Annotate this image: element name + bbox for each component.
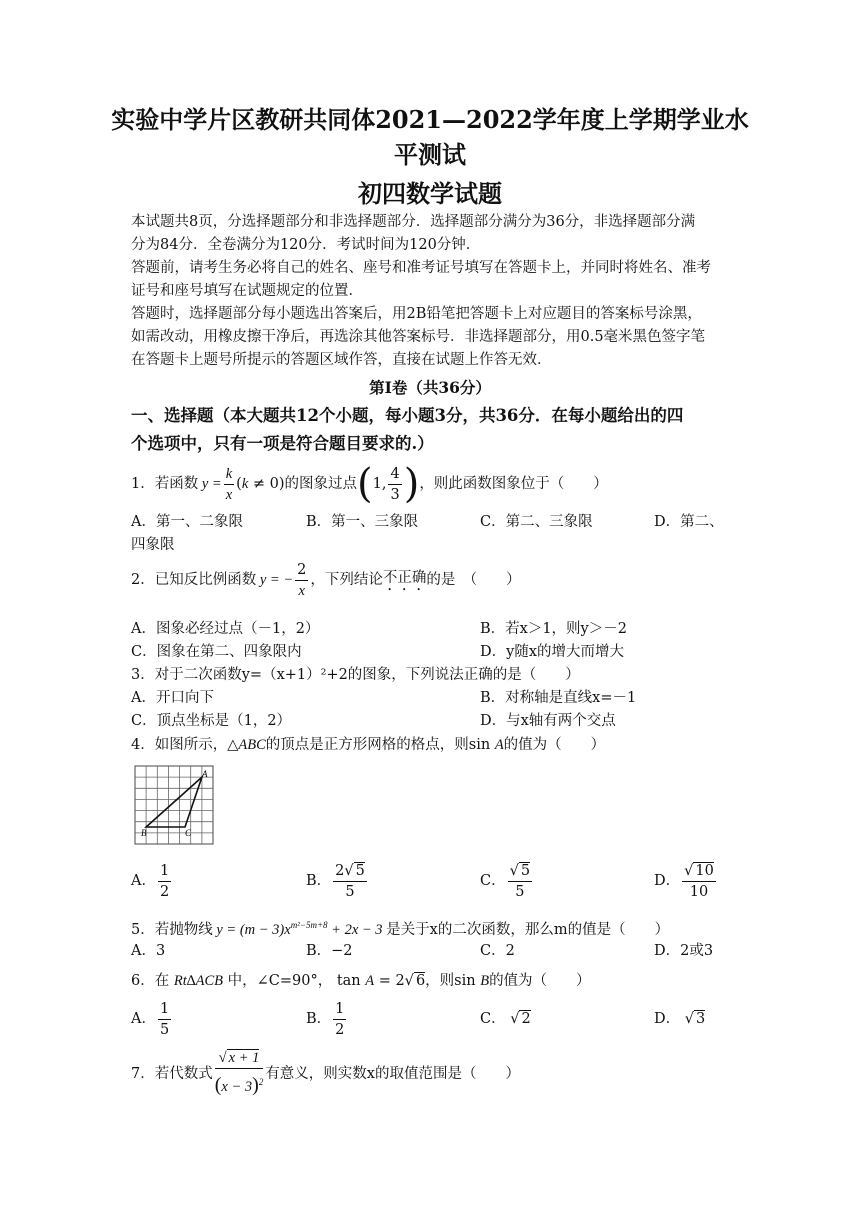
q3-option-b: B．对称轴是直线x=－1 <box>480 690 637 706</box>
q1-option-c: C．第二、三象限 <box>480 514 593 530</box>
q6-option-d: D． √ 3 <box>654 1011 706 1027</box>
q6-value-d: √ 3 <box>684 1011 706 1027</box>
q6-value-a: $\frac{1}{5}$ <box>159 1000 170 1038</box>
q3-option-a: A．开口向下 <box>131 690 214 706</box>
q3-option-c: C．顶点坐标是（1，2） <box>131 713 292 729</box>
q2-emphasis: 不正确 <box>382 569 427 586</box>
section-title: 第Ⅰ卷（共36分） <box>369 378 491 397</box>
q4-value-a: $\frac{1}{2}$ <box>159 862 170 900</box>
q3-option-d: D．与x轴有两个交点 <box>480 713 616 729</box>
q5-option-c: C．2 <box>480 943 515 959</box>
q4-option-a: A． $\frac{1}{2}$ <box>131 862 170 900</box>
question-4-stem: 4．如图所示，△ABC的顶点是正方形网格的格点，则sin A的值为（ ） <box>131 737 606 753</box>
label-c: C <box>185 828 192 838</box>
q1-option-d: D．第二、 <box>654 514 724 530</box>
q5-option-a: A．3 <box>131 943 166 959</box>
instruction-line: 在答题卡上题号所提示的答题区域作答，直接在试题上作答无效． <box>131 352 552 368</box>
q1-formula: y = <box>198 475 222 492</box>
q6-tan: tan A = 2√ 6 <box>336 973 426 989</box>
q1-option-b: B．第一、三象限 <box>306 514 419 530</box>
q2-option-b: B．若x＞1，则y＞－2 <box>480 621 627 637</box>
label-b: B <box>141 828 147 838</box>
q2-option-d: D．y随x的增大而增大 <box>480 644 624 660</box>
question-3-stem: 3．对于二次函数y=（x+1）²+2的图象，下列说法正确的是（ ） <box>131 667 580 683</box>
question-1-stem: 1．若函数 y = $\frac{k}{x}$ (k ≠ 0) 的图象过点 ( 1, $\frac{4}{3}$ ) ，则此函数图象位于（ ） <box>131 460 608 507</box>
q6-value-b: $\frac{1}{2}$ <box>335 1000 345 1038</box>
q6-option-b: B． $\frac{1}{2}$ <box>306 1000 345 1038</box>
q4-value-c: $\frac{√ 5}{5}$ <box>509 862 531 900</box>
section-heading-line2: 个选项中，只有一项是符合题目要求的.） <box>131 434 434 453</box>
instruction-line: 本试题共8页，分选择题部分和非选择题部分．选择题部分满分为36分，非选择题部分满 <box>131 214 696 230</box>
section-heading-line1: 一、选择题（本大题共12个小题，每小题3分，共36分．在每小题给出的四 <box>131 406 684 425</box>
instruction-line: 证号和座号填写在试题规定的位置． <box>131 283 363 299</box>
q1-prefix: 1．若函数 <box>131 475 199 492</box>
question-7-stem: 7．若代数式 $\frac{√ x + 1}{(x - 3)^2}$ 有意义，则实数x的取值范围是（ ） <box>131 1046 520 1102</box>
q4-value-d: $\frac{√ 10}{10}$ <box>684 862 714 900</box>
label-a: A <box>202 769 208 779</box>
q2-suffix-b: 的是 （ ） <box>426 571 521 588</box>
question-6-stem: 6．在 Rt∆ACB 中，∠C=90°， tan A = 2√ 6，则sin B的值为（ ） <box>131 973 591 989</box>
exam-subtitle: 初四数学试题 <box>358 179 502 208</box>
q2-prefix: 2．已知反比例函数 <box>131 571 257 588</box>
q2-fraction: $\frac{2}{x}$ <box>297 561 307 599</box>
q2-option-a: A．图象必经过点（－1，2） <box>131 621 320 637</box>
q5-formula: $y = (m - 3)x^{m^2-5m+8} + 2x - 3$ <box>212 920 387 938</box>
q4-grid-figure <box>131 762 217 848</box>
instruction-line: 答题前，请考生务必将自己的姓名、座号和准考证号填写在答题卡上，并同时将姓名、准考 <box>131 260 711 276</box>
q1-suffix: ，则此函数图象位于（ ） <box>419 475 608 492</box>
q1-point-fraction: $\frac{4}{3}$ <box>390 465 400 503</box>
q1-fraction: $\frac{k}{x}$ <box>225 465 233 503</box>
q1-point: 1, <box>372 475 387 492</box>
q5-option-b: B．−2 <box>306 943 353 959</box>
question-2-stem: 2．已知反比例函数 y = − $\frac{2}{x}$ ，下列结论 不正确 的是 （ ） <box>131 561 521 599</box>
instruction-line: 如需改动，用橡皮擦干净后，再选涂其他答案标号．非选择题部分，用0.5毫米黑色签字笔 <box>131 329 706 345</box>
exam-title-line2: 平测试 <box>394 140 466 169</box>
q6-option-c: C． √ 2 <box>480 1011 531 1027</box>
instructions <box>131 211 735 372</box>
instruction-line: 分为84分．全卷满分为120分．考试时间为120分钟． <box>131 237 481 253</box>
q1-condition: (k ≠ 0) <box>236 475 285 492</box>
q2-option-c: C．图象在第二、四象限内 <box>131 644 302 660</box>
q6-sin: sin B <box>454 973 490 989</box>
q5-option-d: D．2或3 <box>654 943 714 959</box>
q7-fraction: $\frac{√ x + 1}{(x - 3)^2}$ <box>214 1050 264 1096</box>
q1-paren: ( <box>357 460 373 507</box>
q6-option-a: A． $\frac{1}{5}$ <box>131 1000 170 1038</box>
triangle-abc <box>146 777 202 827</box>
q1-option-d-wrap: 四象限 <box>131 537 175 553</box>
q4-value-b: $\frac{2√ 5}{5}$ <box>335 862 365 900</box>
exam-title-line1: 实验中学片区教研共同体2021—2022学年度上学期学业水 <box>111 105 749 134</box>
instruction-line: 答题时，选择题部分每小题选出答案后，用2B铅笔把答题卡上对应题目的答案标号涂黑， <box>131 306 702 322</box>
question-5-stem: 5．若抛物线 $y = (m - 3)x^{m^2-5m+8} + 2x - 3$ 是关于x的二次函数，那么m的值是（ ） <box>131 920 670 938</box>
q6-value-c: √ 2 <box>510 1011 531 1027</box>
q1-option-a: A．第一、二象限 <box>131 514 243 530</box>
q6-triangle: Rt∆ACB <box>173 973 223 989</box>
q4-option-d: D． $\frac{√ 10}{10}$ <box>654 862 714 900</box>
q4-option-c: C． $\frac{√ 5}{5}$ <box>480 862 531 900</box>
q2-suffix-a: ，下列结论 <box>310 571 383 588</box>
q1-mid: 的图象过点 <box>284 475 358 492</box>
q4-option-b: B． $\frac{2√ 5}{5}$ <box>306 862 365 900</box>
